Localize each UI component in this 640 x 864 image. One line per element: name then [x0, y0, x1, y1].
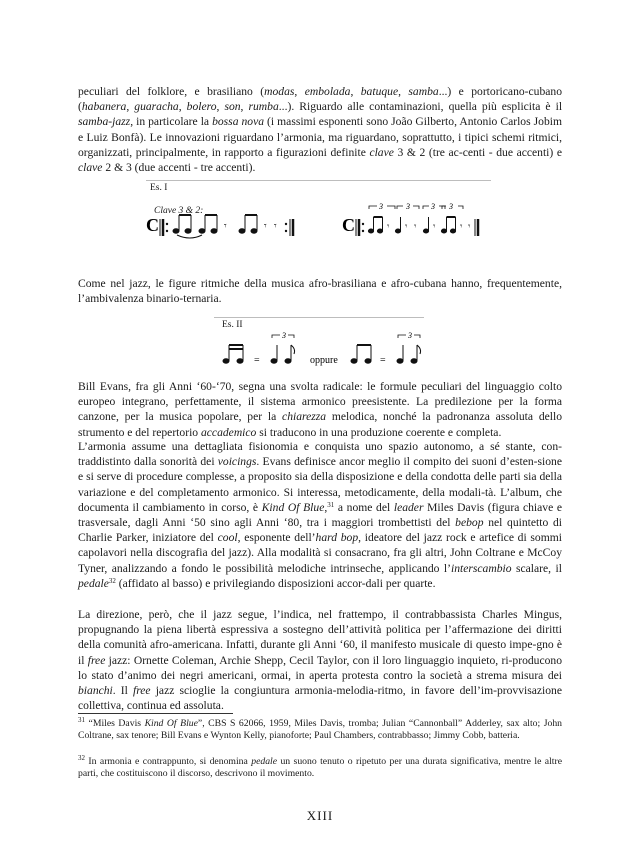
footnote-31: $^{31}$ “Miles Davis Kind Of Blue”, CBS S 62066, 1959, Miles Davis, tromba; Julian “Cannonball” Adderley, sax alto; John Coltrane, sax tenore; Bill Evans e Wynton Kelly, pianoforte; Paul Chambers, contrabbasso; Jimmy Cobb, batteria. — [78, 716, 563, 742]
footnote-separator — [78, 713, 233, 714]
svg-text:𝄾: 𝄾 — [264, 221, 267, 232]
footnote-ref-31: 31 — [327, 500, 335, 509]
example-label: Es. II — [222, 320, 243, 330]
svg-text:𝄾: 𝄾 — [460, 221, 463, 231]
triplet-mark: 3 — [282, 331, 286, 340]
paragraph-armonia: L’armonia assume una dettagliata fisionomia e conquista uno spazio autonomo, a sé stante, con-traddistinto dalla sonorità dei voicings. Evans definisce ancor meglio il compito dei suoni d’esten-sione e si serve di procedure complesse, a proposito sia della disposizione e della condotta delle parti sia della variazione e del completamento armonico. Si interessa, metodicamente, della modali-tà. L’album, che documenta il cambiamento in corso, è Kind Of Blue,$^{31}$ a nome del leader Miles Davis (figura chiave e trasversale, dagli Anni ‘50 sino agli Anni ‘80, tra i maggiori trombettisti del bebop nel quintetto di Charlie Parker, iniziatore del cool, esponente dell’hard bop, ideatore del jazz rock e artefice di sommi capolavori nella discografia del jazz). Alla modalità si consacrano, fra gli altri, John Coltrane e McCoy Tyner, analizzando a fondo le possibilità melodiche intrinseche, applicando l’interscambio scalare, il pedale$^{32}$ (affidato al basso) e privilegiando disposizioni accor-dali per quarte. — [78, 440, 563, 590]
footnote-32: $^{32}$ In armonia e contrappunto, si denomina pedale un suono tenuto o ripetuto per una durata significativa, mentre le altre parti, che costituiscono il discorso, descrivono il movimento. — [78, 754, 562, 780]
paragraph-folklore: peculiari del folklore, e brasiliano (modas, embolada, batuque, samba...) e portoricano-cubano (habanera, guaracha, bolero, son, rumba...). Riguardo alle contaminazioni, quella più esplicita è il samba-jazz, in particolare la bossa nova (i massimi esponenti sono João Gilberto, Antonio Carlos Jobim e Luiz Bonfà). Le innovazioni riguardano l’armonia, ma riguardano, soprattutto, i tipici schemi ritmici, organizzati, principalmente, in rapporto a figurazioni definite clave 3 & 2 (tre ac-centi - due accenti) e clave 2 & 3 (due accenti - tre accenti). — [78, 85, 563, 175]
equals-sign: = — [254, 355, 260, 366]
svg-text:𝄾: 𝄾 — [405, 221, 408, 231]
music-example-1 — [146, 180, 491, 243]
footnote-ref-32: 32 — [108, 576, 116, 585]
example-label: Es. I — [150, 183, 168, 193]
notation-binary-ternary — [214, 318, 424, 372]
example-sublabel: Clave 3 & 2: — [154, 206, 204, 216]
triplet-mark: 3 — [406, 202, 410, 211]
svg-text:𝄾: 𝄾 — [414, 221, 417, 231]
svg-text:𝄾: 𝄾 — [274, 221, 277, 232]
svg-text:𝄾: 𝄾 — [387, 221, 390, 231]
svg-text:C: C — [146, 215, 159, 235]
svg-text:C: C — [342, 215, 355, 235]
svg-text:𝄾: 𝄾 — [433, 221, 436, 231]
paragraph-free-jazz: La direzione, però, che il jazz segue, l’indica, nel frattempo, il contrabbassista Charles Mingus, propugnando la piena libertà espressiva a sostegno dell’attività politica per l’affermazione dei diritti della comunità afro-americana. Infatti, durante gli Anni ‘60, il manifesto musicale di questo impe-gno è il free jazz: Ornette Coleman, Archie Shepp, Cecil Taylor, con il loro linguaggio inquieto, ri-producono lo stato d’animo dei negri americani, ormai, in aperta protesta contro la società a strema misura dei bianchi. Il free jazz scioglie la congiuntura armonia-melodia-ritmo, in favore dell’im-provvisazione collettiva, continua ed assoluta. — [78, 608, 563, 713]
oppure-label: oppure — [310, 355, 338, 366]
triplet-mark: 3 — [431, 202, 435, 211]
svg-text:𝄾: 𝄾 — [468, 221, 471, 231]
equals-sign: = — [380, 355, 386, 366]
triplet-mark: 3 — [379, 202, 383, 211]
triplet-mark: 3 — [408, 331, 412, 340]
paragraph-binary-ternary: Come nel jazz, le figure ritmiche della musica afro-brasiliana e afro-cubana hanno, frequentemente, l’ambivalenza binario-ternaria. — [78, 277, 562, 306]
paragraph-bill-evans: Bill Evans, fra gli Anni ‘60-‘70, segna una svolta radicale: le formule peculiari del linguaggio colto europeo integrano, perfettamente, il sistema armonico preesistente. La predilezione per la forma canzone, per la musica popolare, per la chiarezza melodica, nonché la padronanza assoluta dello strumento e del repertorio accademico si traducono in una produzione coerente e completa. — [78, 380, 562, 439]
music-example-2 — [214, 317, 424, 372]
page-number: XIII — [306, 808, 334, 823]
notation-clave-3-2 — [146, 181, 491, 243]
triplet-mark: 3 — [449, 202, 453, 211]
svg-text:𝄾: 𝄾 — [224, 221, 227, 232]
